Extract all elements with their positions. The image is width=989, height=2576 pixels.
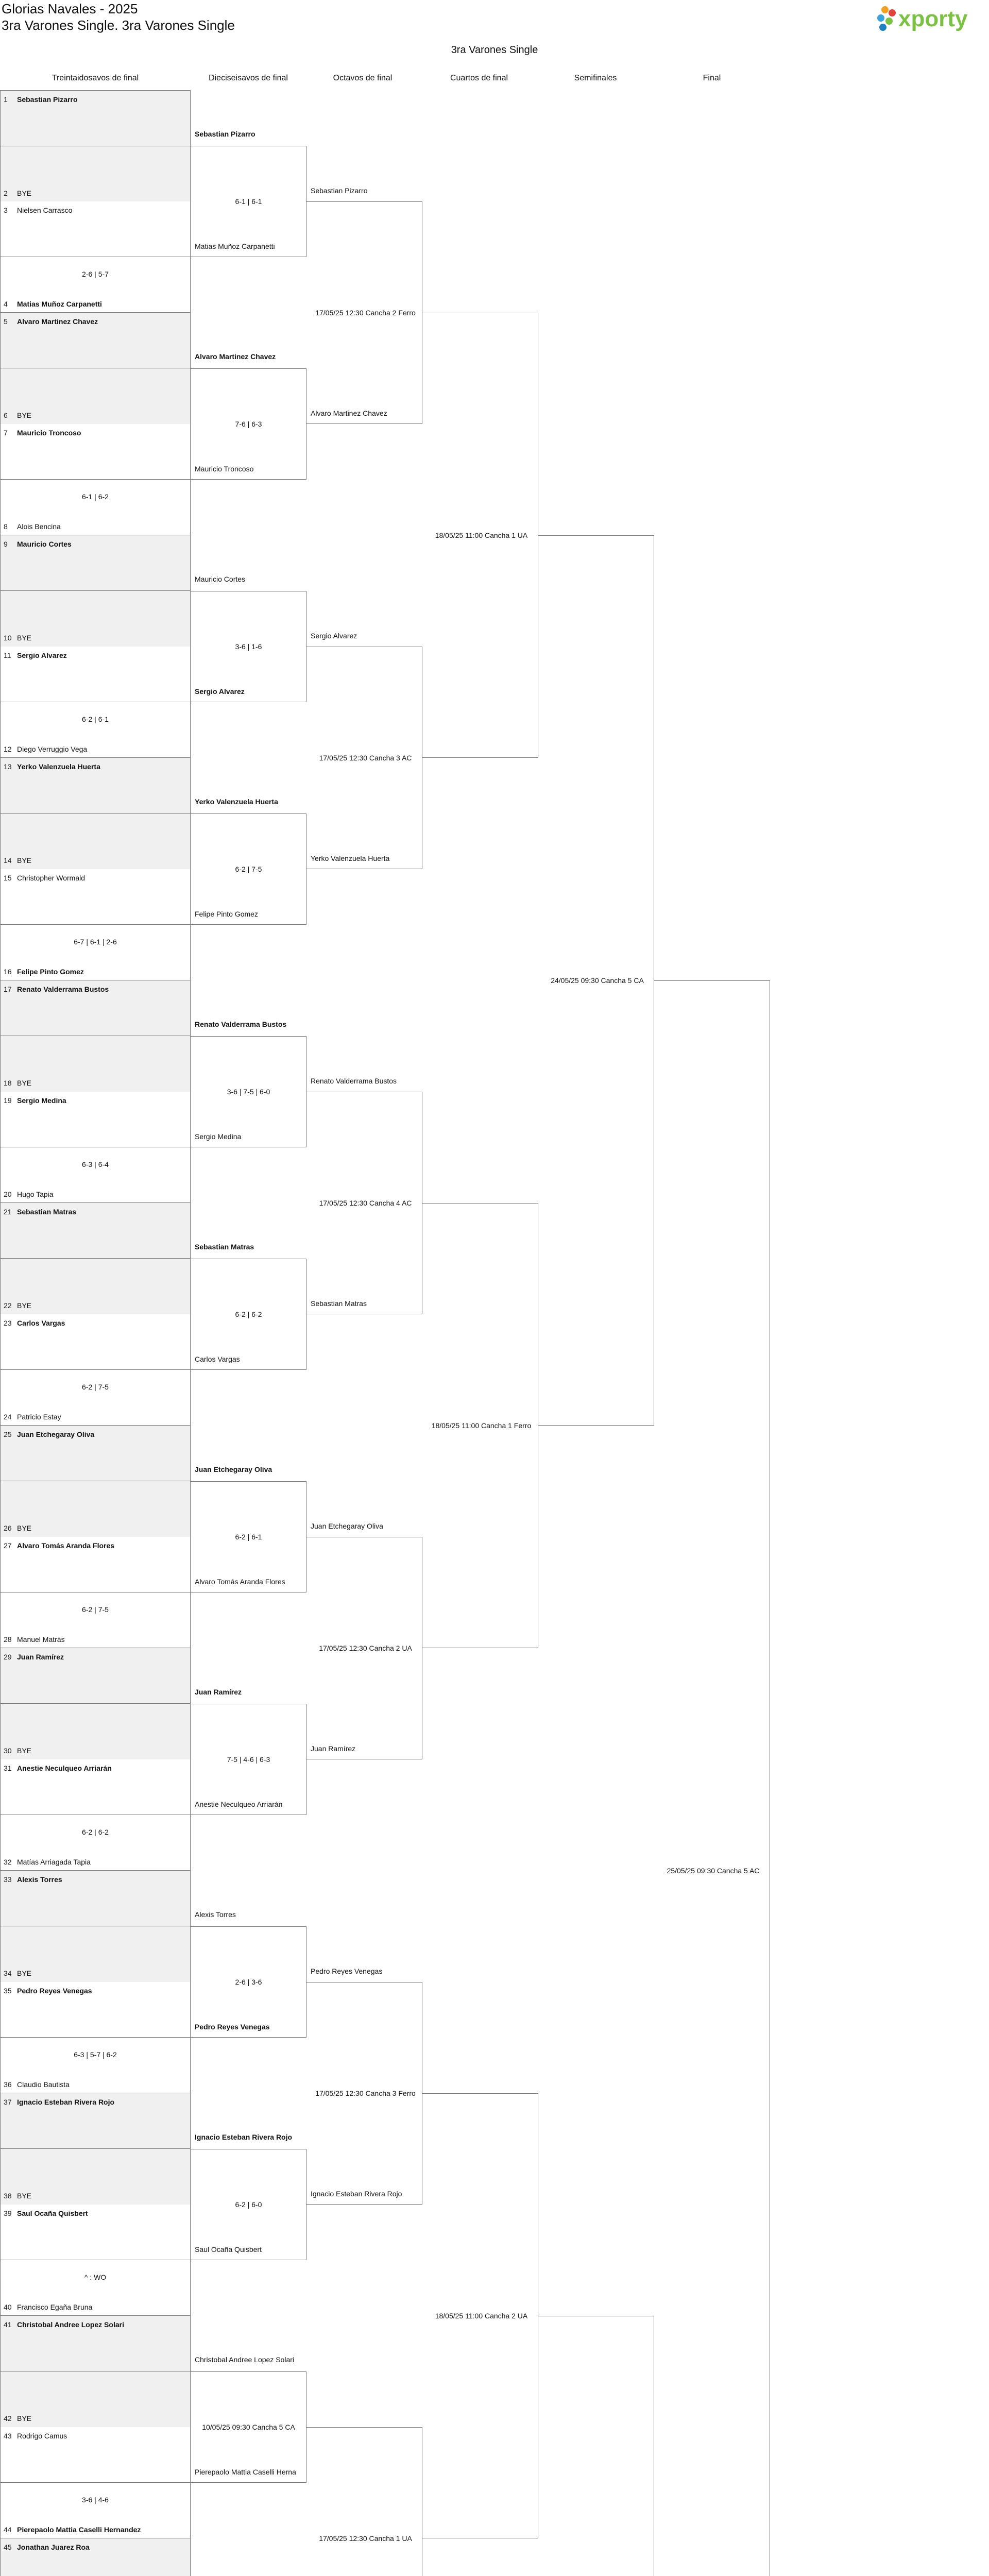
seed-number: 25 bbox=[4, 1430, 12, 1438]
match-score: 3-6 | 1-6 bbox=[235, 642, 262, 651]
seed-number: 23 bbox=[4, 1319, 12, 1327]
r1-slot-top bbox=[1, 1537, 190, 1592]
player-entry bbox=[4, 1318, 65, 1328]
r1-match[interactable] bbox=[0, 869, 191, 980]
r1-slot-top bbox=[1, 1759, 190, 1815]
player-name: Sergio Alvarez bbox=[17, 651, 67, 659]
player-name: Mauricio Troncoso bbox=[17, 429, 81, 437]
r1-slot-bottom bbox=[1, 2371, 190, 2427]
player-name: Yerko Valenzuela Huerta bbox=[17, 762, 100, 771]
r1-match[interactable] bbox=[0, 2093, 191, 2205]
seed-number: 20 bbox=[4, 1190, 12, 1198]
seed-number: 29 bbox=[4, 1653, 12, 1661]
player-name: Pedro Reyes Venegas bbox=[311, 1967, 383, 1975]
seed-number: 40 bbox=[4, 2303, 12, 2311]
r1-slot-top bbox=[1, 201, 190, 257]
r5-match[interactable] bbox=[538, 2316, 654, 2576]
r1-match[interactable] bbox=[0, 758, 191, 869]
r1-match[interactable] bbox=[0, 2205, 191, 2316]
player-name: Renato Valderrama Bustos bbox=[17, 985, 109, 993]
seed-number: 5 bbox=[4, 317, 8, 326]
player-name: BYE bbox=[17, 634, 32, 642]
player-name: Rodrigo Camus bbox=[17, 2432, 67, 2440]
player-name: Nielsen Carrasco bbox=[17, 206, 73, 214]
player-entry bbox=[4, 1207, 76, 1216]
player-entry bbox=[4, 1523, 31, 1533]
player-name: Matías Arriagada Tapia bbox=[17, 1858, 91, 1866]
player-name: BYE bbox=[17, 856, 32, 865]
seed-number: 22 bbox=[4, 1301, 12, 1310]
match-schedule: 25/05/25 09:30 Cancha 5 AC bbox=[667, 1867, 760, 1875]
xporty-logo-mark bbox=[874, 3, 987, 36]
r6-match[interactable] bbox=[654, 980, 770, 2576]
r1-slot-top bbox=[1, 1982, 190, 2038]
player-name: Alexis Torres bbox=[17, 1875, 62, 1884]
match-schedule: 17/05/25 12:30 Cancha 1 UA bbox=[319, 2534, 412, 2543]
player-entry bbox=[4, 2191, 31, 2200]
match-score: 6-3 | 6-4 bbox=[82, 1160, 109, 1168]
match-schedule: 18/05/25 11:00 Cancha 2 UA bbox=[435, 2312, 528, 2320]
round-header: Octavos de final bbox=[333, 74, 393, 82]
page-title: Glorias Navales - 2025 bbox=[2, 1, 138, 16]
r1-match[interactable] bbox=[0, 1537, 191, 1648]
player-name: Sebastian Pizarro bbox=[195, 130, 255, 138]
player-name: Sergio Medina bbox=[195, 1132, 242, 1141]
player-name: Sebastian Matras bbox=[17, 1208, 77, 1216]
player-entry bbox=[4, 539, 72, 549]
player-name: Sergio Alvarez bbox=[311, 632, 357, 640]
r1-slot-top bbox=[1, 535, 190, 591]
player-name: Pedro Reyes Venegas bbox=[195, 2023, 270, 2031]
round-header: Treintaidosavos de final bbox=[52, 74, 139, 82]
player-entry bbox=[4, 1652, 64, 1662]
r1-match[interactable] bbox=[0, 1203, 191, 1314]
match-score: ^ : WO bbox=[84, 2273, 107, 2281]
player-entry bbox=[4, 206, 72, 215]
player-entry bbox=[4, 2431, 67, 2441]
r1-slot-top bbox=[1, 1092, 190, 1147]
match-schedule: 18/05/25 11:00 Cancha 1 UA bbox=[435, 531, 528, 539]
player-entry bbox=[4, 2543, 90, 2552]
player-name: Carlos Vargas bbox=[195, 1355, 240, 1363]
r1-slot-bottom bbox=[1, 1704, 190, 1759]
match-score: 6-1 | 6-2 bbox=[82, 493, 109, 501]
r1-match[interactable] bbox=[0, 2538, 191, 2576]
seed-number: 39 bbox=[4, 2209, 12, 2217]
player-name: Alvaro Martinez Chavez bbox=[311, 409, 387, 417]
player-name: Renato Valderrama Bustos bbox=[195, 1020, 287, 1028]
player-entry bbox=[4, 2414, 31, 2423]
r1-slot-bottom bbox=[1, 814, 190, 869]
match-schedule: 24/05/25 09:30 Cancha 5 CA bbox=[551, 976, 644, 985]
seed-number: 37 bbox=[4, 2098, 12, 2106]
player-name: Yerko Valenzuela Huerta bbox=[195, 798, 278, 806]
player-name: Alvaro Martinez Chavez bbox=[195, 352, 276, 361]
r1-match[interactable] bbox=[0, 1982, 191, 2093]
r1-slot-bottom bbox=[1, 480, 190, 535]
player-entry bbox=[4, 1301, 31, 1310]
player-name: Saul Ocaña Quisbert bbox=[195, 2245, 262, 2253]
match-score: 2-6 | 3-6 bbox=[235, 1978, 262, 1986]
player-name: Sebastian Pizarro bbox=[17, 95, 78, 104]
player-entry bbox=[4, 2097, 114, 2107]
player-name: Ignacio Esteban Rivera Rojo bbox=[195, 2133, 293, 2141]
player-entry bbox=[4, 299, 102, 309]
r1-slot-top bbox=[1, 1314, 190, 1370]
seed-number: 36 bbox=[4, 2080, 12, 2089]
player-name: Juan Ramírez bbox=[311, 1744, 356, 1753]
r1-slot-bottom bbox=[1, 591, 190, 647]
player-entry bbox=[4, 873, 85, 883]
player-name: BYE bbox=[17, 1747, 32, 1755]
player-entry bbox=[4, 762, 100, 771]
player-name: Sergio Alvarez bbox=[195, 687, 245, 696]
match-schedule: 17/05/25 12:30 Cancha 4 AC bbox=[319, 1199, 412, 1207]
player-entry bbox=[4, 1412, 61, 1421]
seed-number: 12 bbox=[4, 745, 12, 753]
r1-slot-bottom bbox=[1, 1370, 190, 1426]
player-entry bbox=[4, 985, 109, 994]
r1-slot-top bbox=[1, 980, 190, 1036]
r1-match[interactable] bbox=[0, 424, 191, 535]
player-name: Yerko Valenzuela Huerta bbox=[311, 854, 390, 862]
r1-slot-bottom bbox=[1, 2149, 190, 2205]
r1-slot-top bbox=[1, 2316, 190, 2371]
player-name: Mauricio Cortes bbox=[195, 575, 246, 583]
seed-number: 4 bbox=[4, 300, 8, 308]
match-schedule: 18/05/25 11:00 Cancha 1 Ferro bbox=[431, 1421, 532, 1430]
match-schedule: 17/05/25 12:30 Cancha 2 Ferro bbox=[315, 309, 416, 317]
player-entry bbox=[4, 1096, 66, 1105]
r1-match[interactable] bbox=[0, 980, 191, 1092]
player-entry bbox=[4, 856, 31, 865]
r1-slot-bottom bbox=[1, 1815, 190, 1871]
player-name: Saul Ocaña Quisbert bbox=[17, 2209, 88, 2217]
seed-number: 1 bbox=[4, 95, 8, 104]
r1-slot-top bbox=[1, 2093, 190, 2149]
r1-slot-bottom bbox=[1, 1036, 190, 1092]
seed-number: 34 bbox=[4, 1969, 12, 1977]
player-entry bbox=[4, 1746, 31, 1755]
r1-match[interactable] bbox=[0, 1426, 191, 1537]
seed-number: 13 bbox=[4, 762, 12, 771]
player-name: BYE bbox=[17, 1524, 32, 1532]
player-name: BYE bbox=[17, 2192, 32, 2200]
r1-slot-top bbox=[1, 758, 190, 814]
r1-slot-bottom bbox=[1, 2483, 190, 2538]
r1-slot-top bbox=[1, 91, 190, 146]
seed-number: 44 bbox=[4, 2526, 12, 2534]
draw-heading: 3ra Varones Single bbox=[451, 44, 538, 56]
r1-match[interactable] bbox=[0, 1648, 191, 1759]
player-entry bbox=[4, 651, 67, 660]
match-score: 6-3 | 5-7 | 6-2 bbox=[74, 2050, 117, 2059]
match-score: 6-7 | 6-1 | 2-6 bbox=[74, 938, 117, 946]
r1-slot-top bbox=[1, 2538, 190, 2576]
player-entry bbox=[4, 1764, 112, 1773]
r3-match[interactable] bbox=[306, 2427, 422, 2576]
player-entry bbox=[4, 1857, 91, 1867]
player-name: Mauricio Cortes bbox=[17, 540, 72, 548]
r1-slot-top bbox=[1, 424, 190, 480]
seed-number: 30 bbox=[4, 1747, 12, 1755]
player-name: Anestie Neculqueo Arriarán bbox=[17, 1764, 112, 1772]
match-score: 3-6 | 7-5 | 6-0 bbox=[227, 1088, 270, 1096]
r1-match[interactable] bbox=[0, 90, 191, 201]
page-subtitle: 3ra Varones Single. 3ra Varones Single bbox=[2, 18, 235, 33]
r1-match[interactable] bbox=[0, 201, 191, 313]
match-score: 7-5 | 4-6 | 6-3 bbox=[227, 1755, 270, 1764]
player-entry bbox=[4, 2080, 70, 2089]
r1-match[interactable] bbox=[0, 2427, 191, 2538]
match-score: 10/05/25 09:30 Cancha 5 CA bbox=[202, 2423, 295, 2431]
player-name: BYE bbox=[17, 1301, 32, 1310]
player-name: Matias Muñoz Carpanetti bbox=[17, 300, 102, 308]
player-name: Francisco Egaña Bruna bbox=[17, 2303, 93, 2311]
player-entry bbox=[4, 1541, 114, 1550]
player-name: Anestie Neculqueo Arriarán bbox=[195, 1800, 283, 1808]
player-entry bbox=[4, 411, 31, 420]
r1-match[interactable] bbox=[0, 2316, 191, 2427]
player-entry bbox=[4, 967, 84, 976]
seed-number: 16 bbox=[4, 968, 12, 976]
player-name: Christobal Andree Lopez Solari bbox=[17, 2320, 124, 2329]
player-name: Alexis Torres bbox=[195, 1910, 236, 1919]
round-header: Cuartos de final bbox=[450, 74, 508, 82]
match-score: 6-2 | 6-0 bbox=[235, 2200, 262, 2209]
r1-match[interactable] bbox=[0, 535, 191, 647]
seed-number: 41 bbox=[4, 2320, 12, 2329]
xporty-logo[interactable] bbox=[874, 3, 987, 36]
match-score: 6-2 | 6-1 bbox=[235, 1533, 262, 1541]
seed-number: 42 bbox=[4, 2414, 12, 2422]
seed-number: 32 bbox=[4, 1858, 12, 1866]
seed-number: 8 bbox=[4, 522, 8, 531]
player-name: Patricio Estay bbox=[17, 1413, 61, 1421]
r1-slot-bottom bbox=[1, 702, 190, 758]
seed-number: 24 bbox=[4, 1413, 12, 1421]
player-entry bbox=[4, 2302, 92, 2312]
player-name: Pedro Reyes Venegas bbox=[17, 1987, 92, 1995]
r1-match[interactable] bbox=[0, 1759, 191, 1871]
seed-number: 10 bbox=[4, 634, 12, 642]
player-entry bbox=[4, 317, 98, 326]
seed-number: 45 bbox=[4, 2543, 12, 2551]
r1-slot-bottom bbox=[1, 1926, 190, 1982]
player-name: BYE bbox=[17, 2414, 32, 2422]
player-name: Claudio Bautista bbox=[17, 2080, 70, 2089]
player-entry bbox=[4, 1969, 31, 1978]
seed-number: 15 bbox=[4, 874, 12, 882]
seed-number: 33 bbox=[4, 1875, 12, 1884]
seed-number: 17 bbox=[4, 985, 12, 993]
player-name: BYE bbox=[17, 1969, 32, 1977]
r1-slot-bottom bbox=[1, 368, 190, 424]
player-name: Matias Muñoz Carpanetti bbox=[195, 242, 275, 250]
player-name: Alois Bencina bbox=[17, 522, 61, 531]
round-header: Dieciseisavos de final bbox=[209, 74, 288, 82]
r1-slot-top bbox=[1, 2427, 190, 2483]
r1-slot-top bbox=[1, 1648, 190, 1704]
player-name: Felipe Pinto Gomez bbox=[17, 968, 84, 976]
player-name: BYE bbox=[17, 411, 32, 419]
r1-slot-bottom bbox=[1, 146, 190, 202]
r1-slot-bottom bbox=[1, 2260, 190, 2316]
player-entry bbox=[4, 1430, 94, 1439]
seed-number: 2 bbox=[4, 189, 8, 197]
player-name: Alvaro Tomás Aranda Flores bbox=[195, 1578, 285, 1586]
player-name: Diego Verruggio Vega bbox=[17, 745, 88, 753]
r1-slot-bottom bbox=[1, 1592, 190, 1648]
match-score: 6-2 | 7-5 bbox=[235, 865, 262, 873]
player-entry bbox=[4, 522, 61, 531]
player-name: Manuel Matrás bbox=[17, 1635, 65, 1643]
r1-slot-top bbox=[1, 2205, 190, 2260]
player-name: Mauricio Troncoso bbox=[195, 465, 254, 473]
seed-number: 14 bbox=[4, 856, 12, 865]
seed-number: 35 bbox=[4, 1987, 12, 1995]
player-name: Sebastian Matras bbox=[195, 1243, 254, 1251]
r1-slot-bottom bbox=[1, 925, 190, 980]
match-score: 6-2 | 6-2 bbox=[235, 1310, 262, 1318]
r1-match[interactable] bbox=[0, 647, 191, 758]
player-name: Sebastian Pizarro bbox=[311, 187, 368, 195]
match-schedule: 17/05/25 12:30 Cancha 2 UA bbox=[319, 1644, 412, 1652]
match-score: 6-2 | 7-5 bbox=[82, 1605, 109, 1614]
r1-slot-top bbox=[1, 647, 190, 702]
r1-match[interactable] bbox=[0, 1314, 191, 1426]
seed-number: 18 bbox=[4, 1079, 12, 1087]
seed-number: 6 bbox=[4, 411, 8, 419]
seed-number: 21 bbox=[4, 1208, 12, 1216]
match-score: 6-1 | 6-1 bbox=[235, 197, 262, 206]
r1-slot-bottom bbox=[1, 1147, 190, 1203]
player-name: Renato Valderrama Bustos bbox=[311, 1077, 397, 1085]
r1-match[interactable] bbox=[0, 313, 191, 424]
match-score: 2-6 | 5-7 bbox=[82, 270, 109, 278]
match-score: 7-6 | 6-3 bbox=[235, 420, 262, 428]
r1-slot-top bbox=[1, 1203, 190, 1259]
player-name: Pierepaolo Mattia Caselli Herna bbox=[195, 2468, 296, 2476]
seed-number: 9 bbox=[4, 540, 8, 548]
match-score: 6-2 | 7-5 bbox=[82, 1383, 109, 1391]
player-entry bbox=[4, 2209, 88, 2218]
player-name: Pierepaolo Mattia Caselli Hernandez bbox=[17, 2526, 141, 2534]
round-header: Final bbox=[703, 74, 721, 82]
seed-number: 27 bbox=[4, 1541, 12, 1550]
r1-match[interactable] bbox=[0, 1092, 191, 1203]
seed-number: 3 bbox=[4, 206, 8, 214]
match-score: 6-2 | 6-1 bbox=[82, 715, 109, 723]
seed-number: 38 bbox=[4, 2192, 12, 2200]
player-entry bbox=[4, 1635, 65, 1644]
player-name: Juan Etchegaray Oliva bbox=[195, 1465, 272, 1473]
player-name: Sergio Medina bbox=[17, 1096, 66, 1105]
player-name: Juan Ramírez bbox=[195, 1688, 242, 1696]
player-entry bbox=[4, 2525, 141, 2534]
player-entry bbox=[4, 744, 87, 754]
r1-slot-top bbox=[1, 869, 190, 925]
player-name: Christobal Andree Lopez Solari bbox=[195, 2355, 295, 2364]
seed-number: 19 bbox=[4, 1096, 12, 1105]
match-schedule: 17/05/25 12:30 Cancha 3 Ferro bbox=[315, 2089, 416, 2097]
player-name: Ignacio Esteban Rivera Rojo bbox=[311, 2190, 402, 2198]
player-name: Christopher Wormald bbox=[17, 874, 86, 882]
player-entry bbox=[4, 95, 78, 104]
seed-number: 43 bbox=[4, 2432, 12, 2440]
match-score: 3-6 | 4-6 bbox=[82, 2496, 109, 2504]
r1-slot-top bbox=[1, 1871, 190, 1926]
player-entry bbox=[4, 2320, 124, 2329]
r1-match[interactable] bbox=[0, 1871, 191, 1982]
player-name: Ignacio Esteban Rivera Rojo bbox=[17, 2098, 115, 2106]
player-name: BYE bbox=[17, 1079, 32, 1087]
player-entry bbox=[4, 633, 31, 642]
player-name: Juan Etchegaray Oliva bbox=[311, 1522, 383, 1530]
player-entry bbox=[4, 1190, 54, 1199]
player-name: Jonathan Juarez Roa bbox=[17, 2543, 90, 2551]
player-name: Juan Ramírez bbox=[17, 1653, 64, 1661]
player-name: Felipe Pinto Gomez bbox=[195, 910, 258, 918]
round-header: Semifinales bbox=[574, 74, 617, 82]
seed-number: 28 bbox=[4, 1635, 12, 1643]
player-entry bbox=[4, 1875, 62, 1884]
r1-slot-bottom bbox=[1, 257, 190, 313]
player-name: Alvaro Martinez Chavez bbox=[17, 317, 98, 326]
player-entry bbox=[4, 428, 81, 437]
player-name: Sebastian Matras bbox=[311, 1299, 367, 1308]
player-name: Hugo Tapia bbox=[17, 1190, 54, 1198]
r1-slot-bottom bbox=[1, 1259, 190, 1314]
match-score: 6-2 | 6-2 bbox=[82, 1828, 109, 1836]
seed-number: 31 bbox=[4, 1764, 12, 1772]
match-schedule: 17/05/25 12:30 Cancha 3 AC bbox=[319, 754, 412, 762]
r1-slot-top bbox=[1, 313, 190, 368]
player-name: Alvaro Tomás Aranda Flores bbox=[17, 1541, 115, 1550]
player-name: Juan Etchegaray Oliva bbox=[17, 1430, 95, 1438]
seed-number: 7 bbox=[4, 429, 8, 437]
seed-number: 26 bbox=[4, 1524, 12, 1532]
r1-slot-bottom bbox=[1, 2038, 190, 2093]
logo-text: xporty bbox=[898, 6, 968, 31]
player-entry bbox=[4, 189, 31, 198]
player-entry bbox=[4, 1986, 92, 1995]
player-name: Carlos Vargas bbox=[17, 1319, 65, 1327]
seed-number: 11 bbox=[4, 651, 11, 659]
player-name: BYE bbox=[17, 189, 32, 197]
r1-slot-bottom bbox=[1, 1481, 190, 1537]
player-entry bbox=[4, 1078, 31, 1088]
r1-slot-top bbox=[1, 1426, 190, 1481]
